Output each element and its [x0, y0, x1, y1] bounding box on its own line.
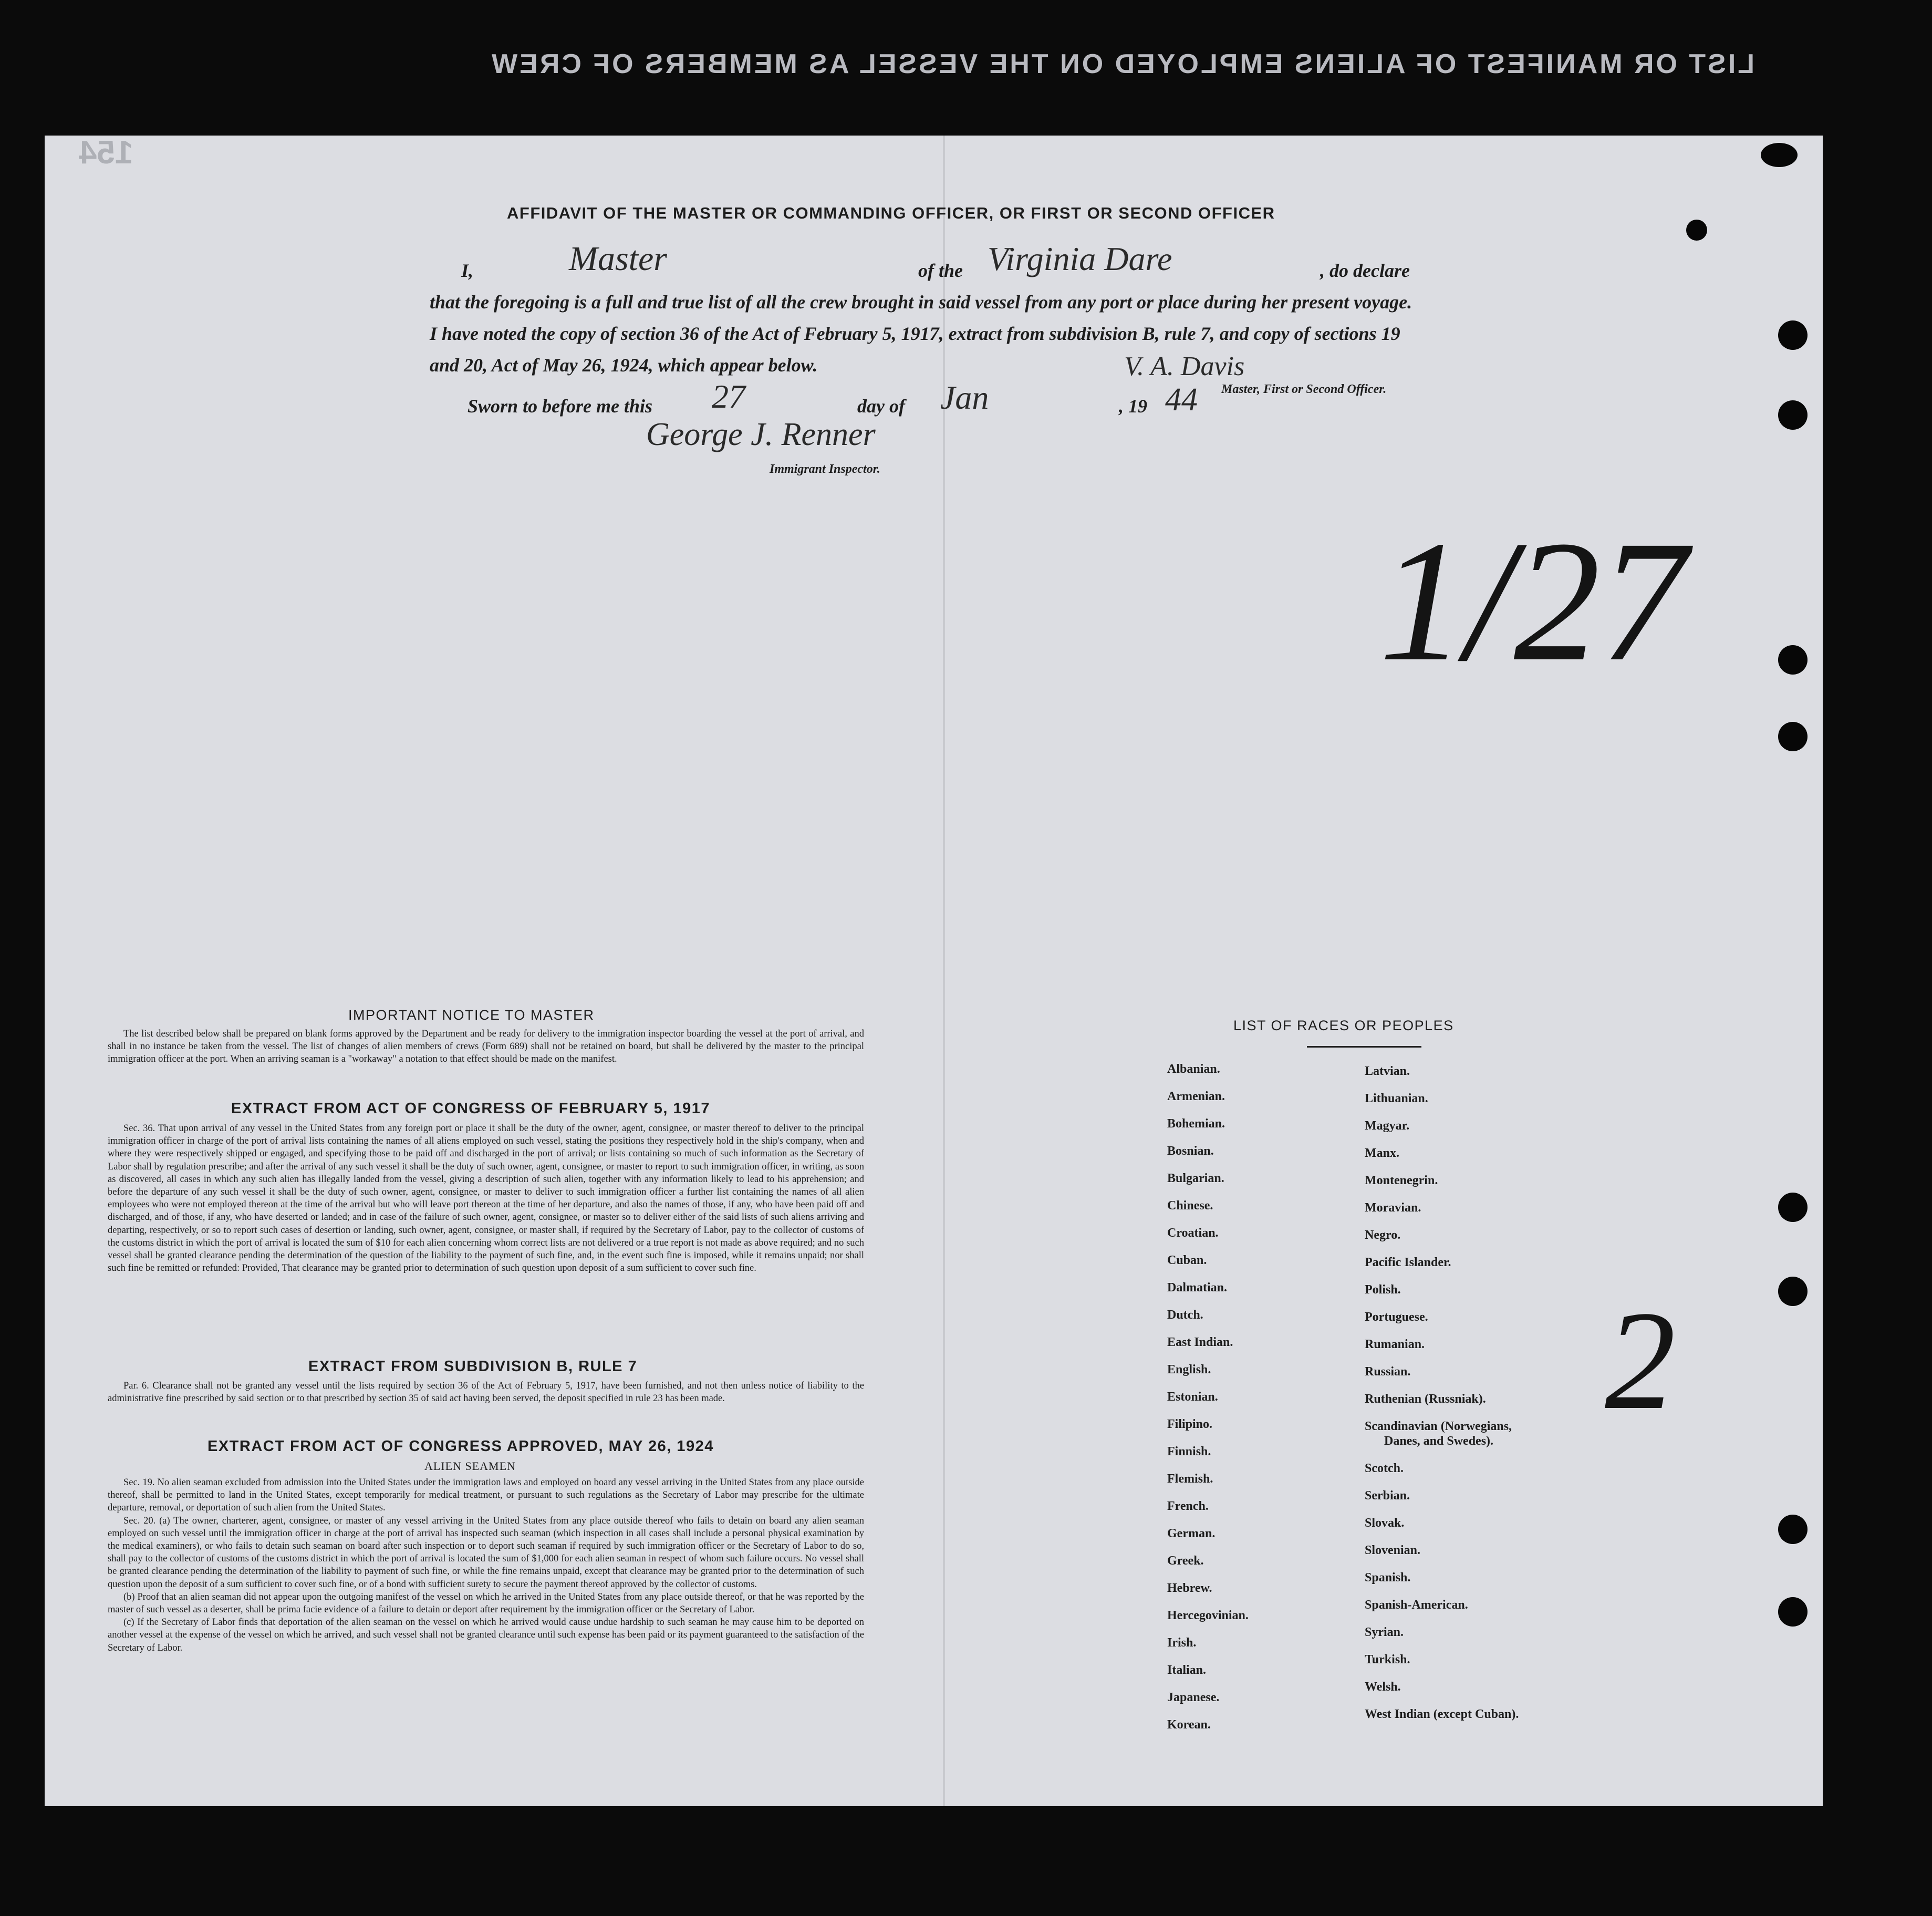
of-the-label: of the	[918, 260, 963, 281]
declare-prefix: I,	[461, 260, 474, 281]
race-item: Slovenian.	[1365, 1544, 1421, 1557]
notice-title: IMPORTANT NOTICE TO MASTER	[348, 1007, 595, 1023]
race-item: English.	[1167, 1363, 1211, 1376]
race-item: Latvian.	[1365, 1064, 1410, 1078]
master-caption: Master, First or Second Officer.	[1221, 382, 1387, 396]
race-item: Filipino.	[1167, 1417, 1213, 1431]
extract-1924-title: EXTRACT FROM ACT OF CONGRESS APPROVED, MAY 26, 1924	[207, 1438, 714, 1455]
race-item: Italian.	[1167, 1663, 1207, 1677]
race-item: Serbian.	[1365, 1489, 1410, 1503]
race-item: Bosnian.	[1167, 1144, 1214, 1158]
extract-1917-body	[108, 1122, 864, 1275]
ink-blot	[1761, 143, 1798, 167]
race-item: Chinese.	[1167, 1199, 1213, 1213]
handwritten-year: 44	[1165, 382, 1198, 418]
race-item: Scotch.	[1365, 1462, 1404, 1475]
race-item: Greek.	[1167, 1554, 1204, 1568]
race-item: Armenian.	[1167, 1090, 1225, 1103]
race-item: Magyar.	[1365, 1119, 1410, 1133]
race-item: Finnish.	[1167, 1445, 1211, 1458]
bleed-through-page-number: 154	[79, 134, 133, 171]
section-19-text: Sec. 19. No alien seaman excluded from admission into the United States under the immigration laws and employed on board any vessel arriving in the United States from any place outside thereof, shall be permitted to land in the United States, except temporarily for medical treatment, or pursuant to such regulations as the Secretary of Labor may prescribe for the ultimate departure, removal, or deportation of such alien from the United States.	[108, 1477, 864, 1514]
affidavit-line-4: and 20, Act of May 26, 1924, which appear below.	[430, 355, 818, 376]
race-item: Pacific Islander.	[1365, 1256, 1451, 1269]
race-item: Slovak.	[1365, 1516, 1405, 1530]
races-title-rule	[1307, 1046, 1421, 1048]
section-20b-text: (b) Proof that an alien seaman did not appear upon the outgoing manifest of the vessel on which he arrived in the United States from any place outside thereof, or that he was reported by the master of such vessel as a deserter, shall be prima facie evidence of a failure to detain or deport after requirement by the immigration officer or the Secretary of Labor.	[108, 1591, 864, 1615]
race-item: Turkish.	[1365, 1653, 1410, 1666]
notice-body	[108, 1028, 864, 1066]
alien-seamen-subtitle: ALIEN SEAMEN	[424, 1459, 516, 1473]
race-item: Korean.	[1167, 1718, 1211, 1732]
handwritten-rank: Master	[569, 240, 667, 278]
binder-hole	[1778, 1277, 1808, 1306]
extract-1917-title: EXTRACT FROM ACT OF CONGRESS OF FEBRUARY 5, 1917	[231, 1100, 711, 1117]
extract-1924-body	[108, 1476, 864, 1654]
race-item: Hebrew.	[1167, 1581, 1212, 1595]
race-item: Welsh.	[1365, 1680, 1401, 1694]
handwritten-vessel-name: Virginia Dare	[988, 240, 1172, 277]
handwritten-page-mark: 1/27	[1379, 505, 1687, 697]
race-item: Bulgarian.	[1167, 1172, 1224, 1185]
binder-hole	[1778, 400, 1808, 430]
race-item: Dutch.	[1167, 1308, 1203, 1322]
race-item: Manx.	[1365, 1146, 1399, 1160]
notice-paragraph: The list described below shall be prepared on blank forms approved by the Department and be ready for delivery to the immigration inspector boarding the vessel at the port of arrival, and shall in no instance be taken from the vessel. The list of changes of alien members of crews (Form 689) shall not be retained on board, but shall be delivered by the master to the principal immigration officer at the port. When an arriving seaman is a "workaway" a notation to that effect should be made on the manifest.	[108, 1029, 864, 1065]
race-item: Spanish.	[1365, 1571, 1411, 1584]
race-item: Dalmatian.	[1167, 1281, 1227, 1294]
affidavit-line-3: I have noted the copy of section 36 of the Act of February 5, 1917, extract from subdivision B, rule 7, and copy of sections 19	[430, 323, 1400, 344]
binder-hole	[1778, 1597, 1808, 1627]
section-20c-text: (c) If the Secretary of Labor finds that deportation of the alien seaman on the vessel on which he arrived would cause undue hardship to such seaman he may cause him to be deported on another vessel at the expense of the vessel on which he arrived, and such vessel shall not be granted clearance until such expense has been paid or its payment guaranteed to the satisfaction of the Secretary of Labor.	[108, 1617, 864, 1653]
race-item: Negro.	[1365, 1228, 1401, 1242]
rule-7-title: EXTRACT FROM SUBDIVISION B, RULE 7	[308, 1358, 638, 1375]
race-item: West Indian (except Cuban).	[1365, 1707, 1519, 1721]
race-item: Albanian.	[1167, 1062, 1220, 1076]
affidavit-title: AFFIDAVIT OF THE MASTER OR COMMANDING OFFICER, OR FIRST OR SECOND OFFICER	[507, 204, 1275, 222]
section-36-text: Sec. 36. That upon arrival of any vessel in the United States from any foreign port or place it shall be the duty of the owner, agent, consignee, or master thereof to deliver to the principal immigration officer in charge of the port of arrival lists containing the names of all aliens employed on such vessel, stating the positions they respectively hold in the ship's company, when and where they were respectively shipped or engaged, and specifying those to be paid off and discharged in the port of arrival; or lists containing so much of such information as the Secretary of Labor shall by regulation prescribe; and after the arrival of any such vessel it shall be the duty of such owner, agent, consignee, or master to report to such immigration officer, in writing, as soon as discovered, all cases in which any such alien has illegally landed from the vessel, giving a description of such alien, together with any information likely to lead to his apprehension; and before the departure of any such vessel it shall be the duty of such owner, agent, consignee, or master to deliver to such immigration officer a further list containing the names of all alien employees who were not employed thereon at the time of the arrival but who will leave port thereon at the time of her departure, and also the names of those, if any, who have been paid off and discharged, and of those, if any, who have deserted or landed; and in case of the failure of such owner, agent, consignee, or master so to deliver either of the said lists of such aliens arriving and departing, respectively, or so to report such cases of desertion or landing, such owner, agent, consignee, or master shall, if required by the Secretary of Labor, pay to the collector of customs of the customs district in which the port of arrival is located the sum of $10 for each alien concerning whom correct lists are not delivered or a true report is not made as above required; and no such vessel shall be granted clearance pending the determination of the question of the liability to the payment of such fine, and, in the event such fine is imposed, while it remains unpaid; nor shall such fine be remitted or refunded: Provided, That clearance may be granted prior to determination of such question upon deposit of a sum sufficient to cover such fine.	[108, 1123, 864, 1274]
race-item: Rumanian.	[1365, 1338, 1425, 1351]
handwritten-day: 27	[712, 378, 745, 415]
affidavit-declaration	[430, 240, 1417, 381]
race-item: Japanese.	[1167, 1691, 1220, 1704]
race-item: Polish.	[1365, 1283, 1401, 1297]
race-item: Moravian.	[1365, 1201, 1421, 1215]
race-item: Spanish-American.	[1365, 1598, 1468, 1612]
affidavit-line-1	[430, 240, 1417, 286]
race-item: Croatian.	[1167, 1226, 1219, 1240]
inspector-caption: Immigrant Inspector.	[770, 462, 880, 476]
race-item: Hercegovinian.	[1167, 1609, 1249, 1622]
sworn-prefix: Sworn to before me this	[468, 396, 653, 417]
bleed-through-title: LIST OR MANIFEST OF ALIENS EMPLOYED ON THE VESSEL AS MEMBERS OF CREW	[490, 49, 1754, 79]
declare-suffix: , do declare	[1320, 260, 1410, 281]
handwritten-side-number: 2	[1605, 1282, 1676, 1439]
binder-hole	[1778, 320, 1808, 350]
handwritten-month: Jan	[940, 379, 989, 416]
binder-hole	[1778, 645, 1808, 675]
binder-hole	[1778, 722, 1808, 751]
day-of-label: day of	[857, 396, 905, 417]
race-item: Bohemian.	[1167, 1117, 1225, 1131]
race-item: Portuguese.	[1365, 1310, 1428, 1324]
race-item: Lithuanian.	[1365, 1092, 1428, 1105]
races-title: LIST OF RACES OR PEOPLES	[1233, 1018, 1454, 1033]
section-20a-text: Sec. 20. (a) The owner, charterer, agent, consignee, or master of any vessel arriving in the United States from any place outside thereof who fails to detain on board any alien seaman employed on such vessel until the immigration officer in charge at the port of arrival has inspected such seaman (which inspection in all cases shall include a personal physical examination by the medical examiners), or who fails to detain such seaman on board after such inspection or to deport such seaman if required by such immigration officer or the Secretary of Labor to do so, shall pay to the collector of customs of the customs district in which the port of arrival is located the sum of $1,000 for each alien seaman in respect of whom such failure occurs. No vessel shall be granted clearance pending the determination of the liability to payment of such fine, or while the fine remains unpaid, except that clearance may be granted prior to the determination of such question upon the deposit of a sum sufficient to cover such fine, or of a bond with sufficient surety to secure the payment thereof approved by the collector of customs.	[108, 1515, 864, 1590]
rule-7-body	[108, 1380, 864, 1405]
race-item: Russian.	[1365, 1365, 1411, 1379]
race-item: Estonian.	[1167, 1390, 1218, 1404]
binder-hole	[1778, 1193, 1808, 1222]
race-item: Scandinavian (Norwegians,	[1365, 1420, 1512, 1433]
race-item: East Indian.	[1167, 1335, 1233, 1349]
race-item: Syrian.	[1365, 1625, 1404, 1639]
inspector-signature: George J. Renner	[646, 417, 876, 452]
race-item: Ruthenian (Russniak).	[1365, 1392, 1486, 1406]
year-prefix: , 19	[1119, 396, 1147, 417]
race-item: French.	[1167, 1499, 1209, 1513]
race-item: Montenegrin.	[1365, 1174, 1438, 1187]
master-signature: V. A. Davis	[1124, 351, 1245, 381]
affidavit-line-2: that the foregoing is a full and true list of all the crew brought in said vessel from any port or place during her present voyage.	[430, 292, 1412, 313]
race-item: Cuban.	[1167, 1254, 1207, 1267]
race-item: Flemish.	[1167, 1472, 1213, 1486]
race-item: Danes, and Swedes).	[1384, 1434, 1494, 1448]
rule-7-text: Par. 6. Clearance shall not be granted any vessel until the lists required by section 36 of the Act of February 5, 1917, have been furnished, and not then unless notice of liability to the administrative fine prescribed by said section or to that prescribed by section 35 of said act having been served, the deposit specified in rule 23 has been made.	[108, 1381, 864, 1404]
ink-blot	[1686, 220, 1707, 241]
race-item: Irish.	[1167, 1636, 1197, 1650]
binder-hole	[1778, 1515, 1808, 1544]
race-item: German.	[1167, 1527, 1216, 1540]
